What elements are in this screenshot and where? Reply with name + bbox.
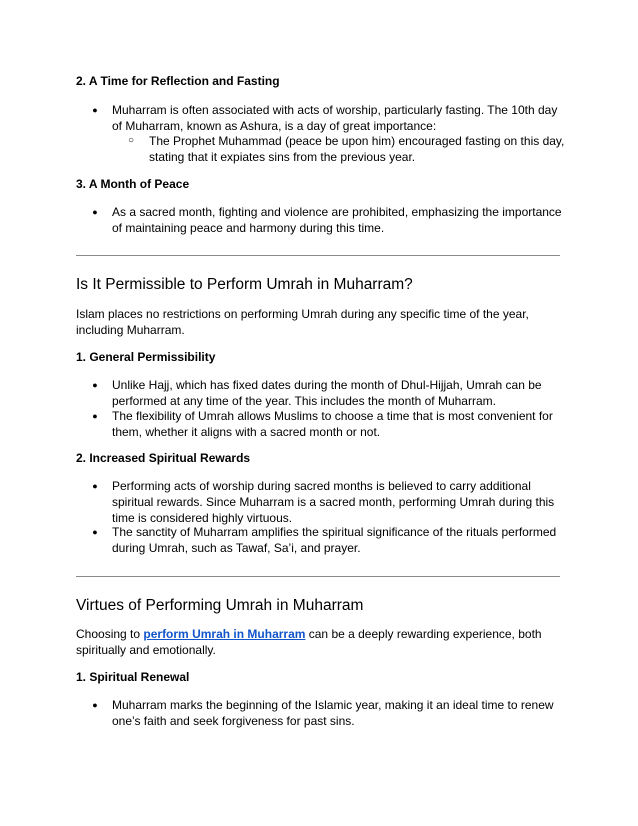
bullet-icon: ● [92, 207, 98, 217]
intro-paragraph: Islam places no restrictions on performing Umrah during any specific time of the year, including Muharram. [76, 307, 529, 337]
heading-spiritual-rewards: 2. Increased Spiritual Rewards [76, 451, 251, 465]
section-title-permissible: Is It Permissible to Perform Umrah in Muharram? [76, 276, 413, 293]
sub-list-item-text: The Prophet Muhammad (peace be upon him) encouraged fasting on this day, stating that it expiates sins from the previous year. [149, 134, 565, 164]
bullet-icon: ● [92, 527, 98, 537]
heading-general-permissibility: 1. General Permissibility [76, 350, 216, 364]
list-item-text: Unlike Hajj, which has fixed dates during the month of Dhul-Hijjah, Umrah can be performed at any time of the year. This includes the month of Muharram. [112, 378, 542, 408]
heading-month-of-peace: 3. A Month of Peace [76, 177, 190, 191]
divider [76, 576, 560, 577]
list-item-text: The sanctity of Muharram amplifies the spiritual significance of the rituals performed during Umrah, such as Tawaf, Sa’i, and prayer. [112, 525, 557, 555]
heading-spiritual-renewal: 1. Spiritual Renewal [76, 670, 190, 684]
list-item-text: The flexibility of Umrah allows Muslims to choose a time that is most convenient for them, whether it aligns with a sacred month or not. [112, 409, 553, 439]
list-item-text: Muharram is often associated with acts of worship, particularly fasting. The 10th day of Muharram, known as Ashura, is a day of great importance: [112, 103, 558, 133]
bullet-icon: ● [92, 411, 98, 421]
list-item-text: As a sacred month, fighting and violence are prohibited, emphasizing the importance of maintaining peace and harmony during this time. [112, 205, 562, 235]
list-item-text: Muharram marks the beginning of the Islamic year, making it an ideal time to renew one’s faith and seek forgiveness for past sins. [112, 698, 554, 728]
list-item-text: Performing acts of worship during sacred months is believed to carry additional spiritual rewards. Since Muharram is a sacred month, performing Umrah during this time is considered highly virtuous. [112, 479, 555, 525]
bullet-icon: ● [92, 105, 98, 115]
intro-text-before: Choosing to [76, 627, 144, 641]
bullet-icon: ● [92, 481, 98, 491]
bullet-icon: ● [92, 380, 98, 390]
perform-umrah-link[interactable]: perform Umrah in Muharram [143, 627, 306, 641]
divider [76, 255, 560, 256]
bullet-icon: ● [92, 700, 98, 710]
section-title-virtues: Virtues of Performing Umrah in Muharram [76, 597, 364, 614]
intro-paragraph [76, 626, 564, 658]
hollow-bullet-icon: ○ [127, 135, 135, 146]
intro-text-after: can be a deeply rewarding experience, both spiritually and emotionally. [76, 627, 542, 657]
heading-time-for-reflection: 2. A Time for Reflection and Fasting [76, 74, 280, 88]
